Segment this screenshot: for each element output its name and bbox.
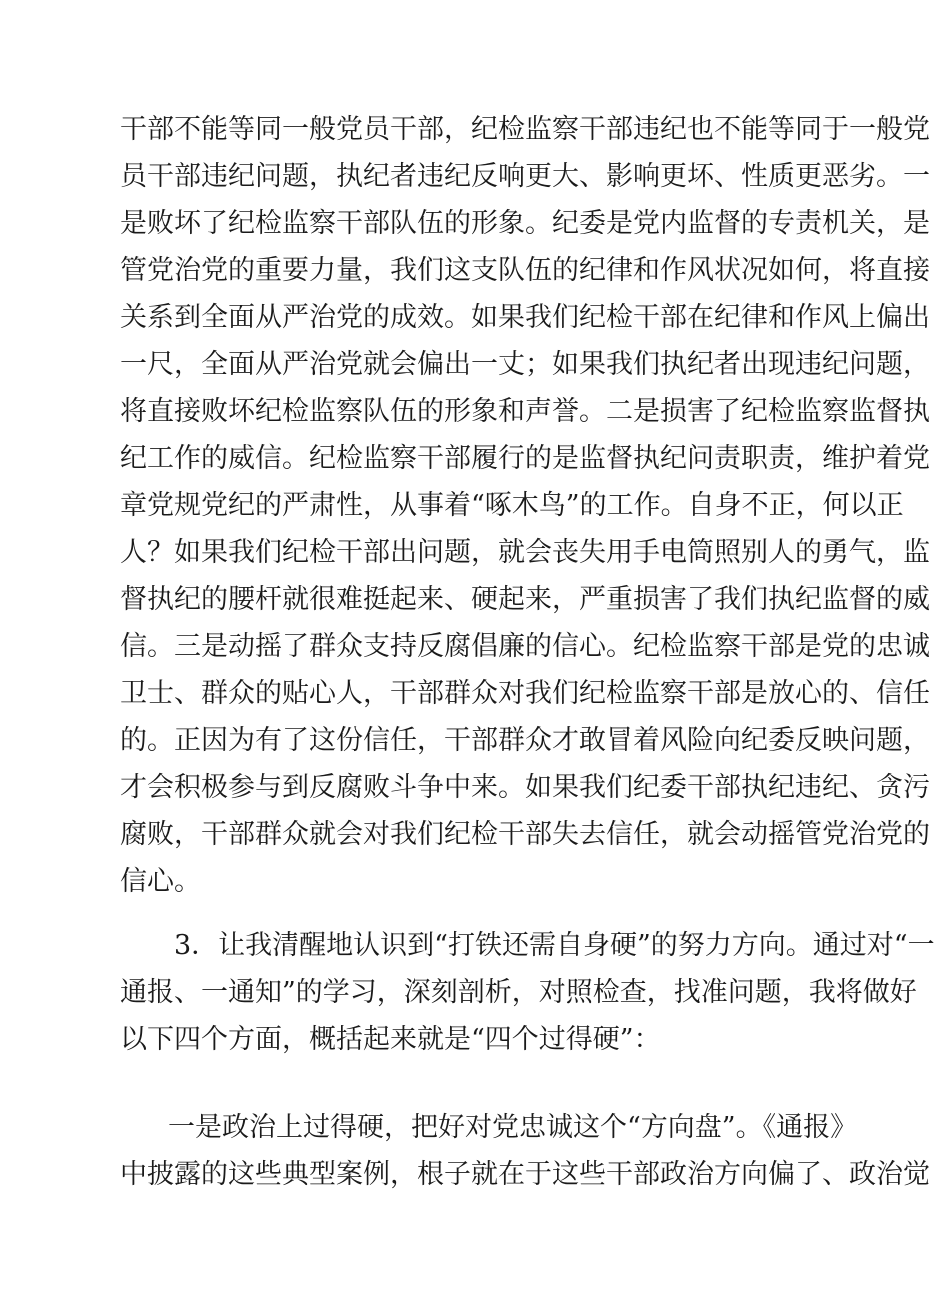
text-line: 关系到全面从严治党的成效。如果我们纪检干部在纪律和作风上偏出 bbox=[120, 302, 930, 333]
text-line: 管党治党的重要力量，我们这支队伍的纪律和作风状况如何，将直接 bbox=[120, 255, 930, 286]
text-line: 章党规党纪的严肃性，从事着“啄木鸟”的工作。自身不正，何以正 bbox=[120, 490, 904, 521]
text-line: 的。正因为有了这份信任，干部群众才敢冒着风险向纪委反映问题， bbox=[120, 725, 930, 756]
text-line: 3．让我清醒地认识到“打铁还需自身硬”的努力方向。通过对“一 bbox=[174, 930, 935, 961]
text-line: 是败坏了纪检监察干部队伍的形象。纪委是党内监督的专责机关，是 bbox=[120, 208, 930, 239]
text-line: 卫士、群众的贴心人，干部群众对我们纪检监察干部是放心的、信任 bbox=[120, 678, 930, 709]
text-line: 纪工作的威信。纪检监察干部履行的是监督执纪问责职责，维护着党 bbox=[120, 443, 930, 474]
paragraph-political bbox=[120, 1104, 930, 1198]
text-line: 督执纪的腰杆就很难挺起来、硬起来，严重损害了我们执纪监督的威 bbox=[120, 584, 930, 615]
text-line: 才会积极参与到反腐败斗争中来。如果我们纪委干部执纪违纪、贪污 bbox=[120, 772, 930, 803]
text-line: 一是政治上过得硬，把好对党忠诚这个“方向盘”。《通报》 bbox=[168, 1112, 858, 1143]
text-line: 中披露的这些典型案例，根子就在于这些干部政治方向偏了、政治觉 bbox=[120, 1159, 930, 1190]
text-line: 以下四个方面，概括起来就是“四个过得硬”： bbox=[120, 1024, 661, 1055]
text-line: 将直接败坏纪检监察队伍的形象和声誉。二是损害了纪检监察监督执 bbox=[120, 396, 930, 427]
paragraph-consequences bbox=[120, 106, 930, 905]
paragraph-direction bbox=[120, 922, 935, 1063]
text-line: 干部不能等同一般党员干部，纪检监察干部违纪也不能等同于一般党 bbox=[120, 114, 930, 145]
text-line: 信。三是动摇了群众支持反腐倡廉的信心。纪检监察干部是党的忠诚 bbox=[120, 631, 930, 662]
text-line: 人？如果我们纪检干部出问题，就会丧失用手电筒照别人的勇气，监 bbox=[120, 537, 930, 568]
text-line: 一尺，全面从严治党就会偏出一丈；如果我们执纪者出现违纪问题， bbox=[120, 349, 930, 380]
text-line: 腐败，干部群众就会对我们纪检干部失去信任，就会动摇管党治党的 bbox=[120, 819, 930, 850]
text-line: 信心。 bbox=[120, 866, 201, 897]
text-line: 员干部违纪问题，执纪者违纪反响更大、影响更坏、性质更恶劣。一 bbox=[120, 161, 930, 192]
text-line: 通报、一通知”的学习，深刻剖析，对照检查，找准问题，我将做好 bbox=[120, 977, 917, 1008]
